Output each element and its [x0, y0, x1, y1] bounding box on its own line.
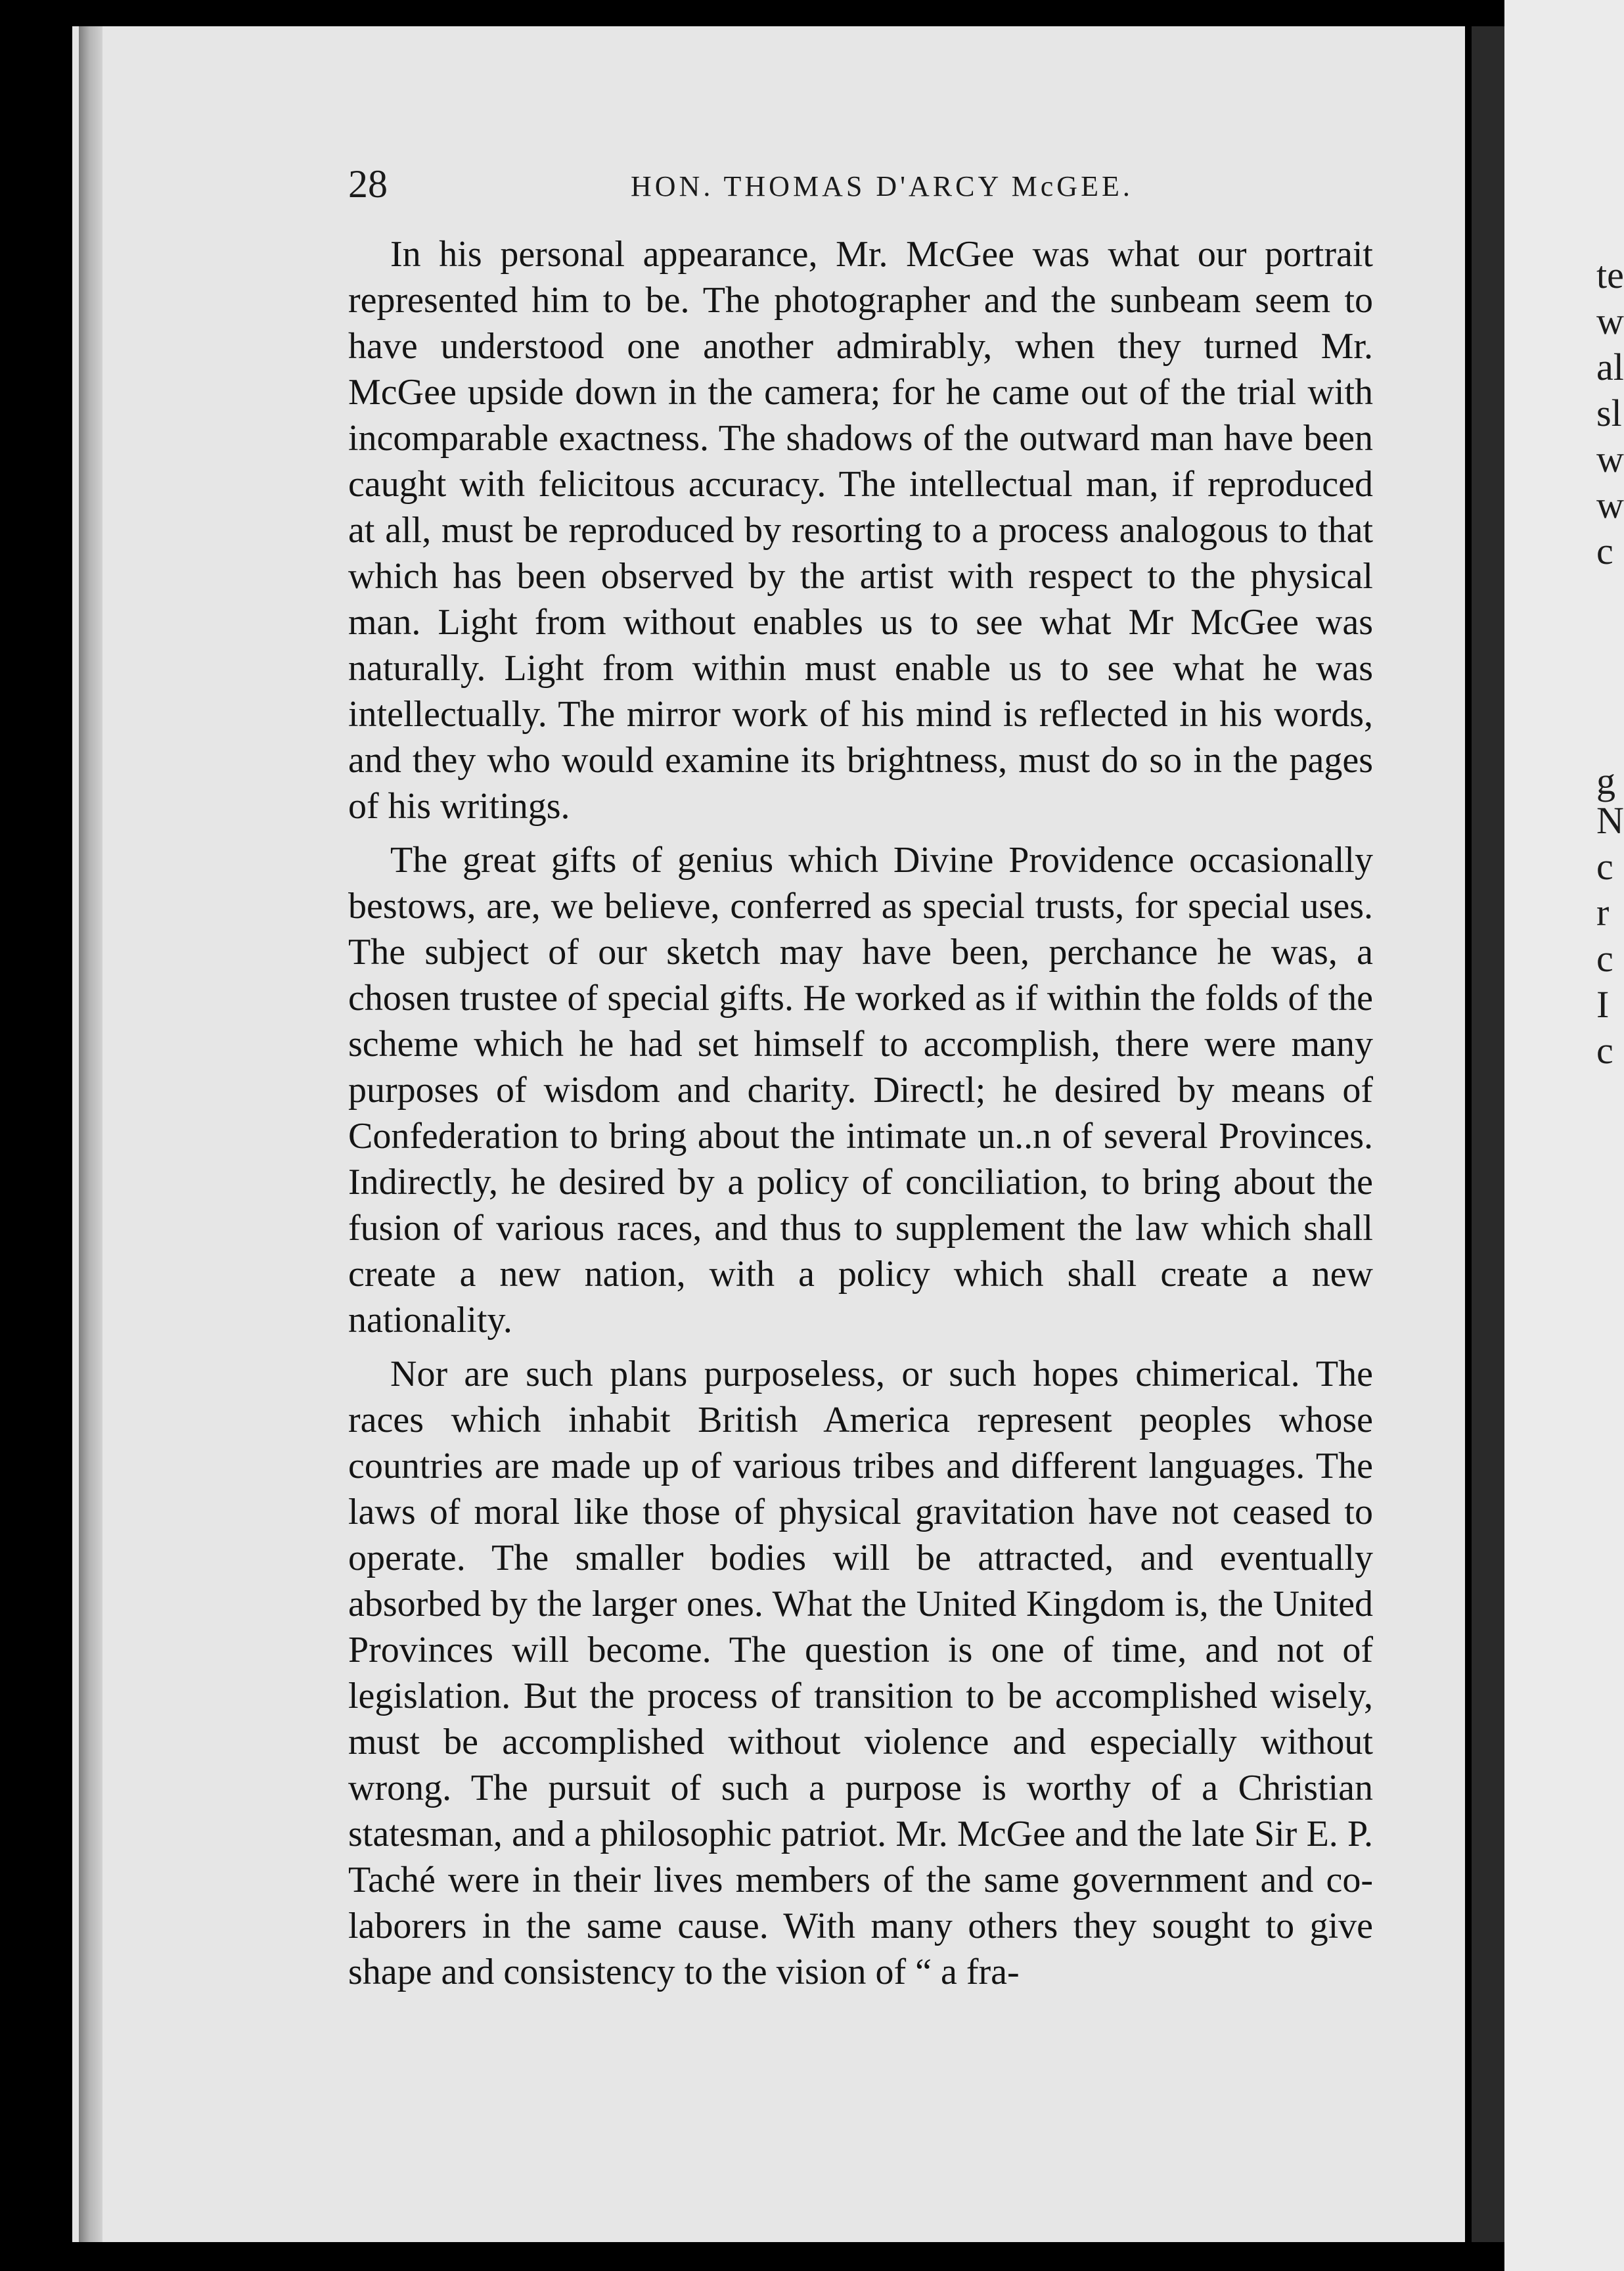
facing-page-fragment: sl: [1596, 392, 1622, 434]
facing-page-fragment: N: [1596, 799, 1624, 842]
facing-page-fragment: w: [1596, 438, 1624, 480]
facing-page-fragment: w: [1596, 300, 1624, 342]
running-title: HON. THOMAS D'ARCY McGEE.: [631, 170, 1133, 202]
facing-page-fragment: g: [1596, 760, 1615, 802]
paragraph: The great gifts of genius which Divine Providence occasionally bestows, are, we believe, conferred as special trusts, for special uses. The subject of our sketch may have been, perchance he was, a chosen trustee of special gifts. He worked as if within the folds of the scheme which he had set himself to accomplish, there were many purposes of wisdom and charity. Directl; he desired by means of Confederation to bring about the intimate un..n of several Provinces. Indirectly, he desired by a policy of conciliation, to bring about the fusion of various races, and thus to supplement the law which shall create a new nation, with a policy which shall create a new nationality.: [348, 840, 1373, 1341]
facing-page-fragment: c: [1596, 845, 1613, 888]
facing-page: [1504, 0, 1624, 2271]
page-stack-edge: [79, 26, 102, 2242]
page-header: [348, 162, 1373, 208]
paragraph: Nor are such plans purposeless, or such hopes chimerical. The races which inhabit British America represent peoples whose countries are made up of various tribes and different languages. The laws of moral like those of physical gravitation have not ceased to operate. The smaller bodies will be attracted, and eventually absorbed by the larger ones. What the United Kingdom is, the United Provinces will become. The question is one of time, and not of legislation. But the process of transition to be accomplished wisely, must be accomplished without violence and especially without wrong. The pursuit of such a purpose is worthy of a Christian statesman, and a philosophic patriot. Mr. McGee and the late Sir E. P. Taché were in their lives members of the same government and co-laborers in the same cause. With many others they sought to give shape and consistency to the vision of “ a fra-: [348, 1354, 1373, 1992]
facing-page-fragment: c: [1596, 530, 1613, 572]
facing-page-fragment: w: [1596, 484, 1624, 526]
page-number: 28: [348, 162, 388, 206]
facing-page-fragment: c: [1596, 937, 1613, 980]
facing-page-fragment: c: [1596, 1029, 1613, 1072]
paragraph: In his personal appearance, Mr. McGee was what our portrait represented him to be. The photographer and the sunbeam seem to have understood one another admirably, when they turned Mr. McGee upside down in the camera; for he came out of the trial with incomparable exactness. The shadows of the outward man have been caught with felicitous accuracy. The intellectual man, if reproduced at all, must be reproduced by resorting to a process analogous to that which has been observed by the artist with respect to the physical man. Light from without enables us to see what Mr McGee was naturally. Light from within must enable us to see what he was intellectually. The mirror work of his mind is reflected in his words, and they who would examine its brightness, must do so in the pages of his writings.: [348, 234, 1373, 827]
facing-page-fragment: al: [1596, 346, 1624, 388]
facing-page-fragment: I: [1596, 983, 1610, 1026]
facing-page-fragment: te: [1596, 254, 1624, 296]
gutter-shadow: [1472, 26, 1504, 2242]
body-text: [348, 231, 1373, 2003]
facing-page-fragment: r: [1596, 891, 1610, 934]
